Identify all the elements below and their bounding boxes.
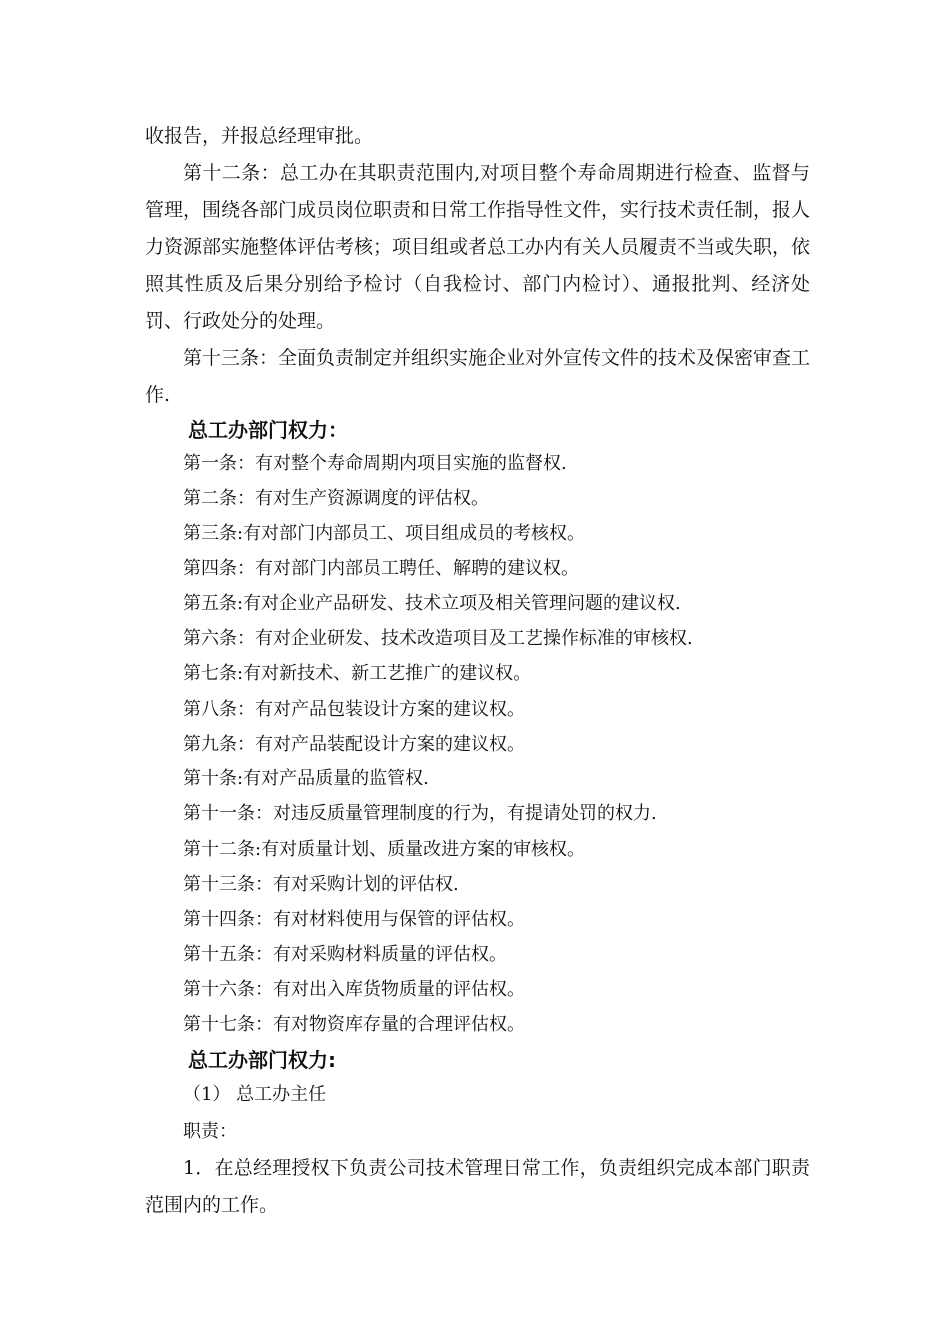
paragraph-continuation: 收报告，并报总经理审批。 <box>145 125 374 147</box>
power-item: 第十一条：对违反质量管理制度的行为，有提请处罚的权力. <box>183 803 657 824</box>
power-item: 第十七条：有对物资库存量的合理评估权。 <box>183 1014 525 1035</box>
paragraph-article-12: 第十二条：总工办在其职责范围内,对项目整个寿命周期进行检查、监督与管理，围绕各部门成员岗位职责和日常工作指导性文件，实行技术责任制，报人力资源部实施整体评估考核；项目组或者总工办内有关人员履责不当或失职，依照其性质及后果分别给予检讨（自我检讨、部门内检讨）、通报批判、经济处罚、行政处分的处理。 <box>145 162 811 332</box>
section2-heading: 总工办部门权力: <box>188 1048 336 1072</box>
power-item: 第十五条：有对采购材料质量的评估权。 <box>183 944 507 965</box>
power-item: 第五条:有对企业产品研发、技术立项及相关管理问题的建议权. <box>183 593 681 614</box>
power-item: 第十三条：有对采购计划的评估权. <box>183 874 459 895</box>
power-item: 第四条：有对部门内部员工聘任、解聘的建议权。 <box>183 558 579 579</box>
power-item: 第九条：有对产品装配设计方案的建议权。 <box>183 734 525 755</box>
power-item: 第十六条：有对出入库货物质量的评估权。 <box>183 979 525 1000</box>
power-item: 第八条：有对产品包装设计方案的建议权。 <box>183 699 525 720</box>
paragraph-article-13: 第十三条：全面负责制定并组织实施企业对外宣传文件的技术及保密审查工作. <box>145 347 811 406</box>
powers-heading: 总工办部门权力： <box>188 418 348 442</box>
power-item: 第十四条：有对材料使用与保管的评估权。 <box>183 909 525 930</box>
power-item: 第三条:有对部门内部员工、项目组成员的考核权。 <box>183 523 586 544</box>
power-item: 第一条：有对整个寿命周期内项目实施的监督权. <box>183 453 567 474</box>
power-item: 第十条:有对产品质量的监管权. <box>183 768 429 789</box>
power-item: 第二条：有对生产资源调度的评估权。 <box>183 488 489 509</box>
director-subheading: （1） 总工办主任 <box>183 1084 327 1105</box>
power-item: 第七条:有对新技术、新工艺推广的建议权。 <box>183 663 532 684</box>
duties-label: 职责： <box>183 1121 237 1142</box>
power-item: 第十二条:有对质量计划、质量改进方案的审核权。 <box>183 839 586 860</box>
duty-item-1: 1．在总经理授权下负责公司技术管理日常工作，负责组织完成本部门职责范围内的工作。 <box>145 1157 810 1216</box>
power-item: 第六条：有对企业研发、技术改造项目及工艺操作标准的审核权. <box>183 628 693 649</box>
